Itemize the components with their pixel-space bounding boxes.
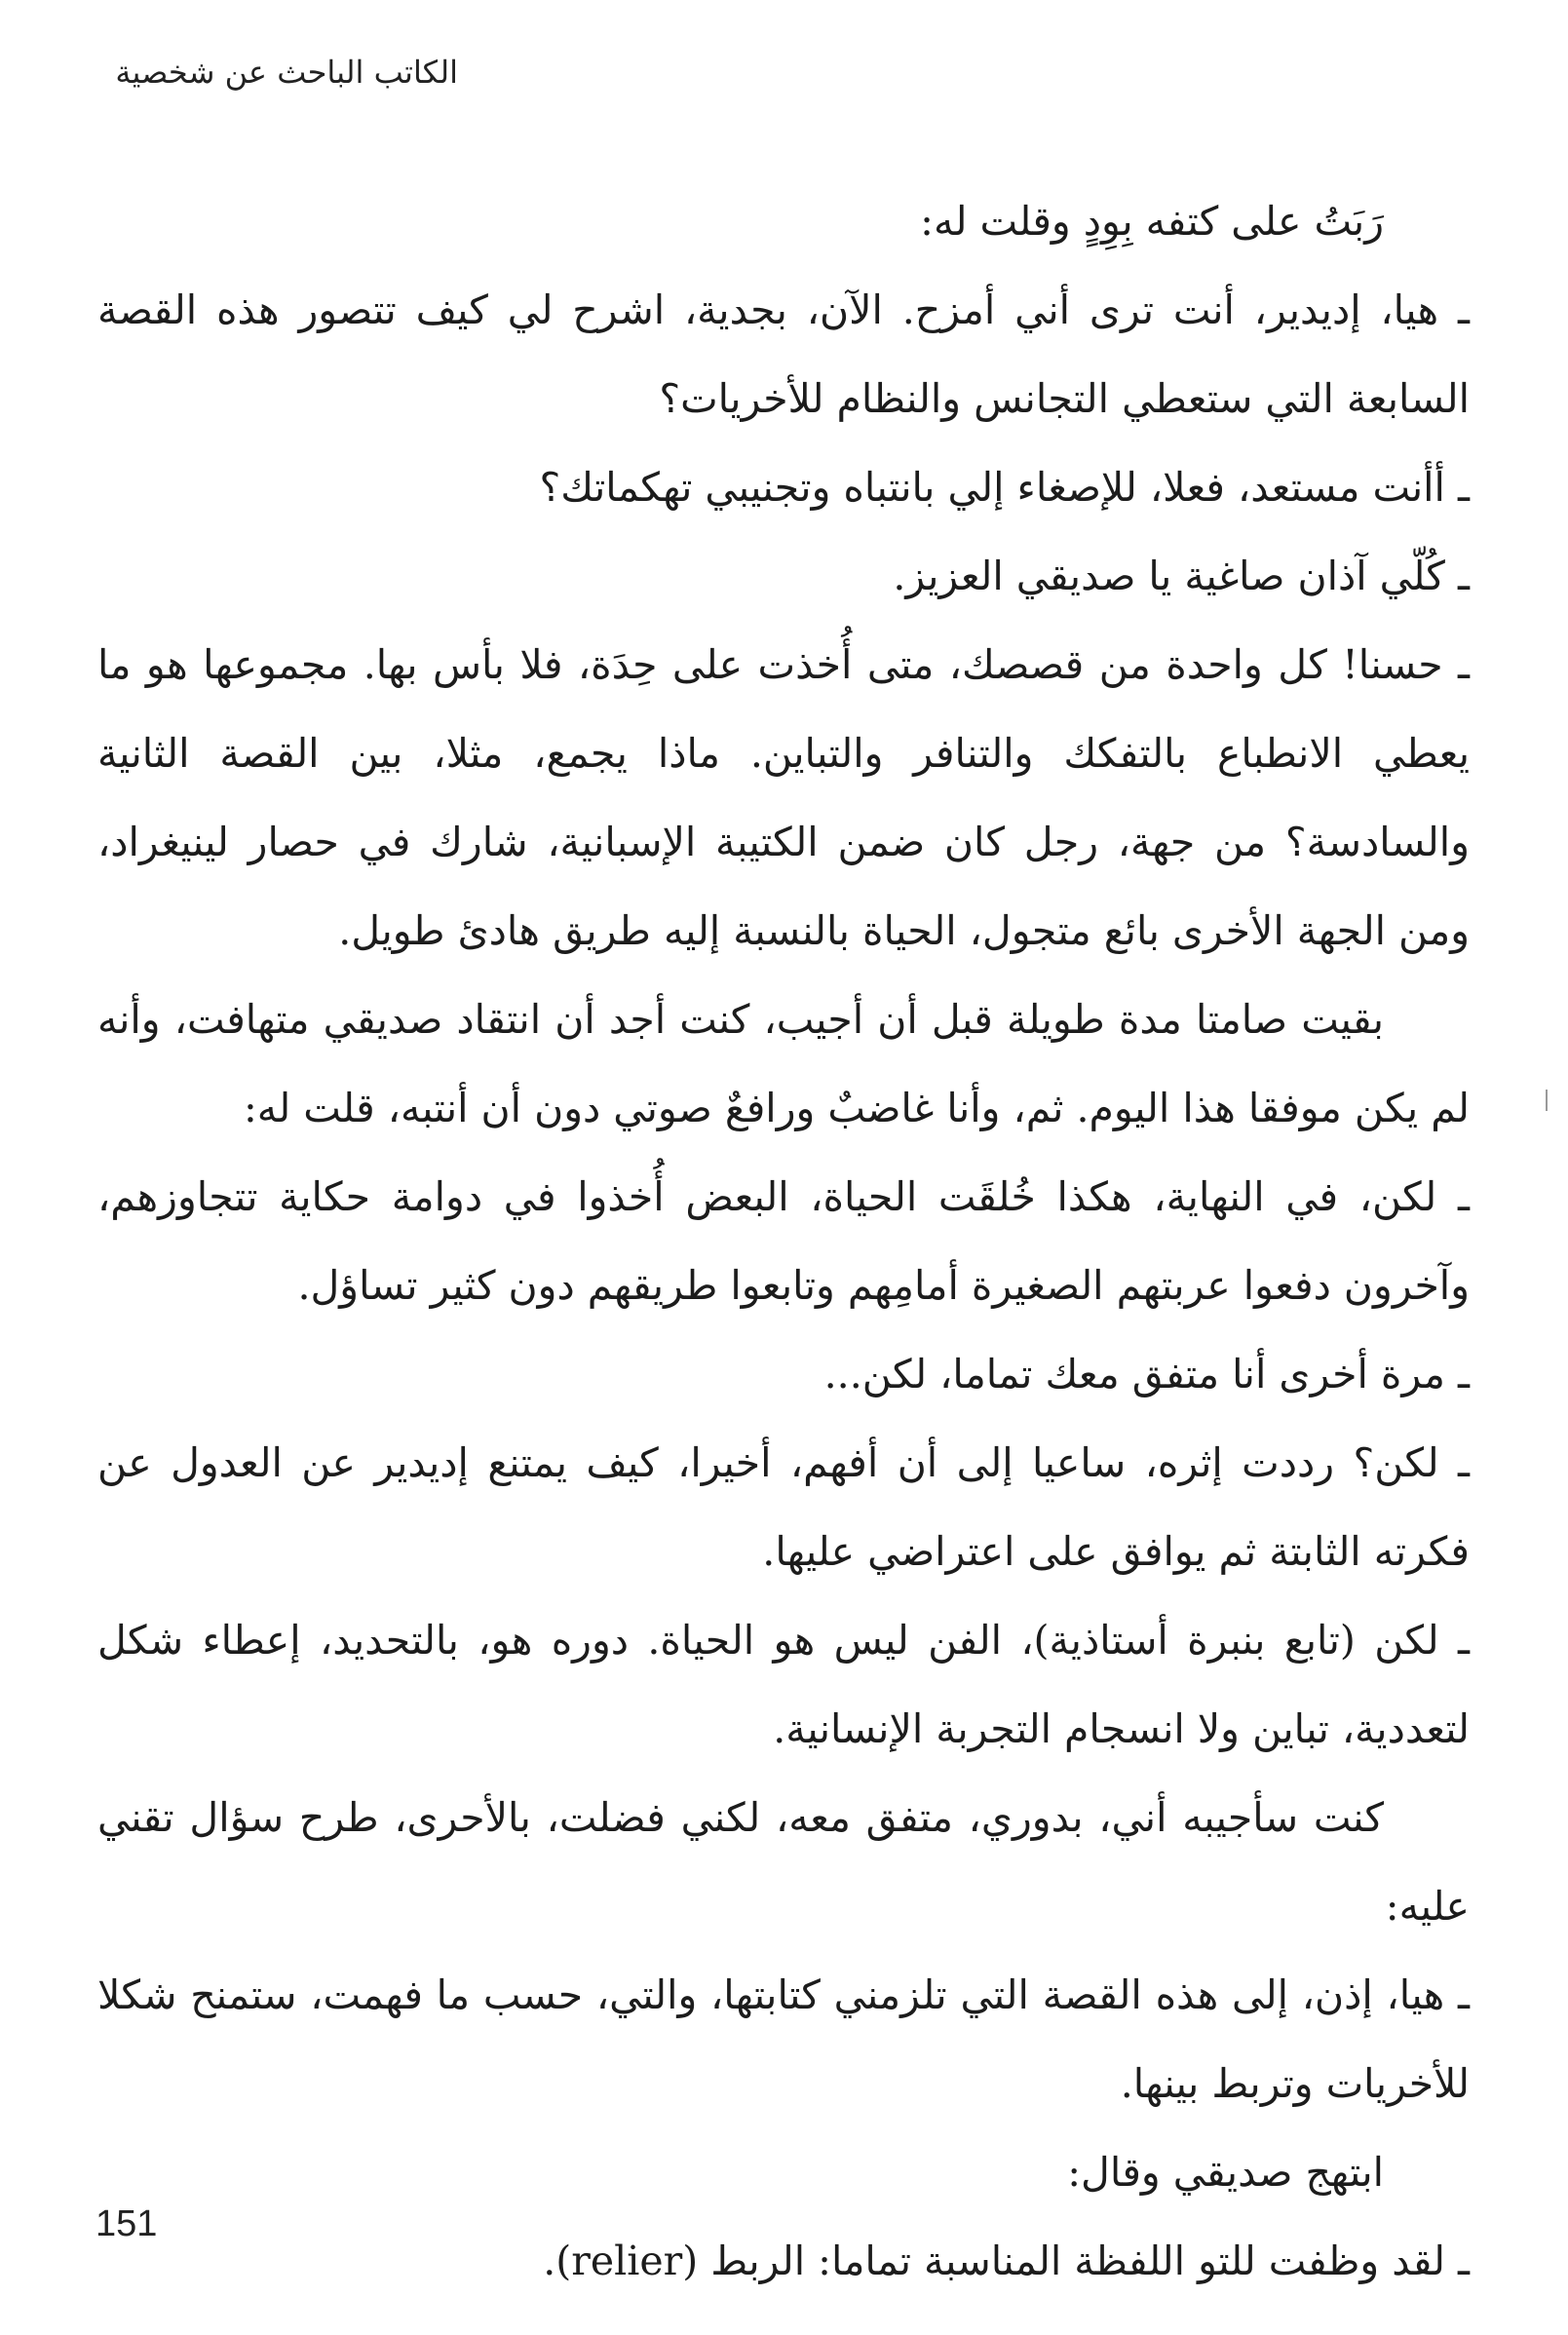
dialogue-line: ـ لكن، في النهاية، هكذا خُلقَت الحياة، البعض أُخذوا في دوامة حكاية تتجاوزهم، وآخرون دفعوا عربتهم الصغيرة أمامِهم وتابعوا طريقهم دون كثير تساؤل. bbox=[97, 1173, 1470, 1309]
paragraph: بقيت صامتا مدة طويلة قبل أن أجيب، كنت أجد أن انتقاد صديقي متهافت، وأنه لم يكن موفقا هذا اليوم. ثم، وأنا غاضبٌ ورافعٌ صوتي دون أن أنتبه، قلت له: bbox=[97, 996, 1470, 1131]
margin-mark bbox=[1546, 1090, 1548, 1111]
dialogue-line: ـ مرة أخرى أنا متفق معك تماما، لكن... bbox=[823, 1351, 1470, 1397]
dialogue-line: ـ حسنا! كل واحدة من قصصك، متى أُخذت على حِدَة، فلا بأس بها. مجموعها هو ما يعطي الانطباع بالتفكك والتنافر والتباين. ماذا يجمع، مثلا، بين القصة الثانية والسادسة؟ من جهة، رجل كان ضمن الكتيبة الإسبانية، شارك في حصار لينيغراد، ومن الجهة الأخرى بائع متجول، الحياة بالنسبة إليه طريق هادئ طويل. bbox=[97, 641, 1470, 954]
dialogue-line: ـ أأنت مستعد، فعلا، للإصغاء إلي بانتباه وتجنيبي تهكماتك؟ bbox=[539, 464, 1470, 511]
paragraph: رَبَتُ على كتفه بِوِدٍ وقلت له: bbox=[920, 198, 1384, 245]
dialogue-line: ـ لكن؟ رددت إثره، ساعيا إلى أن أفهم، أخيرا، كيف يمتنع إديدير عن العدول عن فكرته الثابتة ثم يوافق على اعتراضي عليها. bbox=[97, 1439, 1470, 1575]
dialogue-line: ـ لكن (تابع بنبرة أستاذية)، الفن ليس هو الحياة. دوره هو، بالتحديد، إعطاء شكل لتعددية، تباين ولا انسجام التجربة الإنسانية. bbox=[97, 1617, 1470, 1752]
dialogue-line: ـ هيا، إديدير، أنت ترى أني أمزح. الآن، بجدية، اشرح لي كيف تتصور هذه القصة السابعة التي ستعطي التجانس والنظام للأخريات؟ bbox=[97, 287, 1470, 422]
paragraph: كنت سأجيبه أني، بدوري، متفق معه، لكني فضلت، بالأحرى، طرح سؤال تقني عليه: bbox=[97, 1794, 1470, 1930]
dialogue-line: ـ كُلّي آذان صاغية يا صديقي العزيز. bbox=[893, 553, 1470, 599]
page-number: 151 bbox=[96, 2203, 158, 2244]
running-header: الكاتب الباحث عن شخصية bbox=[115, 54, 458, 91]
dialogue-line: ـ هيا، إذن، إلى هذه القصة التي تلزمني كتابتها، والتي، حسب ما فهمت، ستمنح شكلا للأخريات وتربط بينها. bbox=[97, 1971, 1470, 2107]
paragraph: ابتهج صديقي وقال: bbox=[1067, 2149, 1384, 2196]
dialogue-line: ـ لقد وظفت للتو اللفظة المناسبة تماما: الربط (relier). bbox=[543, 2238, 1470, 2284]
